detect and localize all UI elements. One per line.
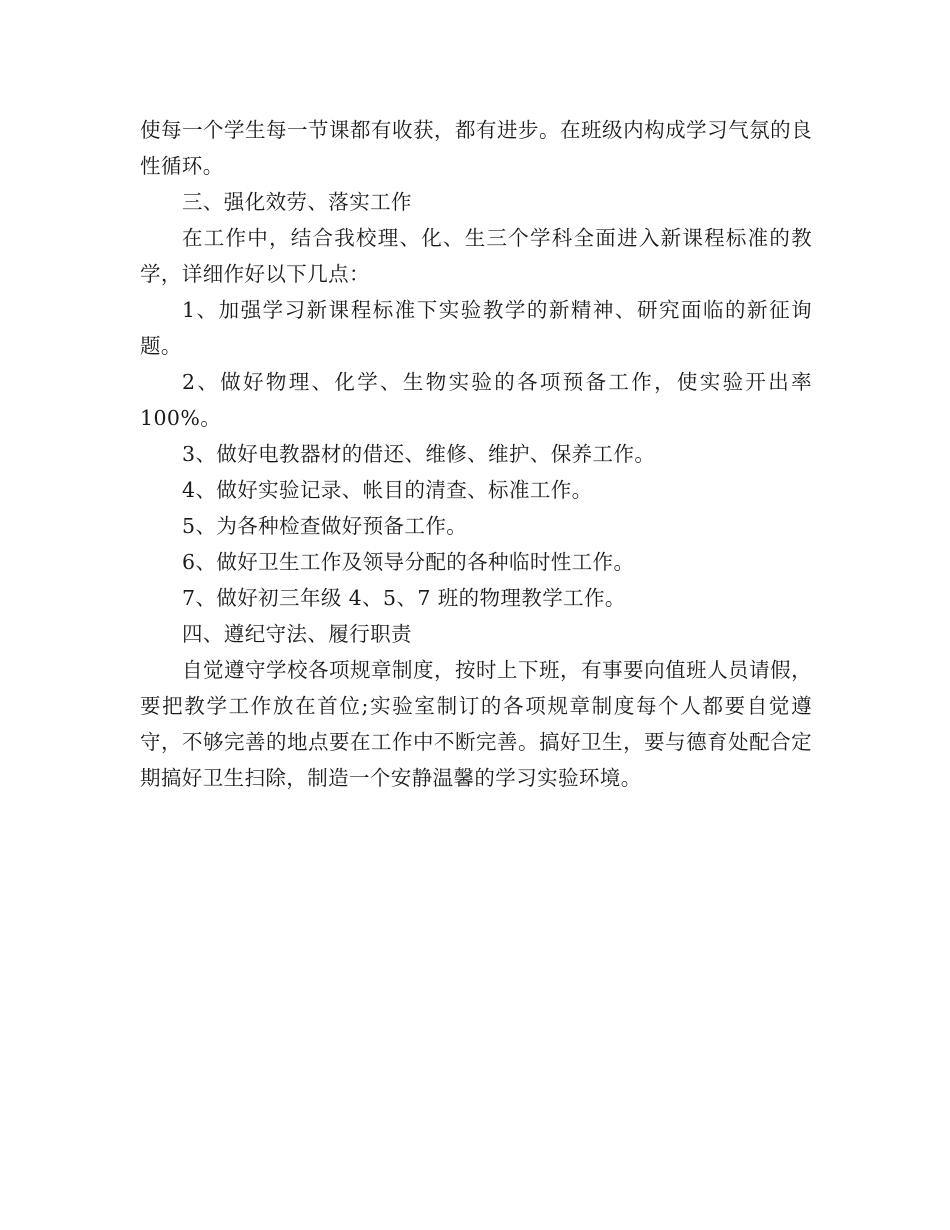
document-body xyxy=(140,112,812,796)
list-item-7: 7、做好初三年级 4、5、7 班的物理教学工作。 xyxy=(182,586,626,610)
list-item-2: 2、做好物理、化学、生物实验的各项预备工作，使实验开出率100%。 xyxy=(140,370,812,430)
section-heading-3: 三、强化效劳、落实工作 xyxy=(182,190,412,214)
section-heading-4: 四、遵纪守法、履行职责 xyxy=(182,622,412,646)
list-item-6: 6、做好卫生工作及领导分配的各种临时性工作。 xyxy=(182,550,635,574)
paragraph-closing: 自觉遵守学校各项规章制度，按时上下班，有事要向值班人员请假，要把教学工作放在首位;实验室制订的各项规章制度每个人都要自觉遵守，不够完善的地点要在工作中不断完善。搞好卫生，要与德育处配合定期搞好卫生扫除，制造一个安静温馨的学习实验环境。 xyxy=(140,658,812,790)
list-item-1: 1、加强学习新课程标准下实验教学的新精神、研究面临的新征询题。 xyxy=(140,298,812,358)
list-item-3: 3、做好电教器材的借还、维修、维护、保养工作。 xyxy=(182,442,656,466)
paragraph-intro: 在工作中，结合我校理、化、生三个学科全面进入新课程标准的教学，详细作好以下几点： xyxy=(140,226,812,286)
paragraph-continuation: 使每一个学生每一节课都有收获，都有进步。在班级内构成学习气氛的良性循环。 xyxy=(140,118,812,178)
list-item-5: 5、为各种检查做好预备工作。 xyxy=(182,514,468,538)
list-item-4: 4、做好实验记录、帐目的清查、标准工作。 xyxy=(182,478,593,502)
